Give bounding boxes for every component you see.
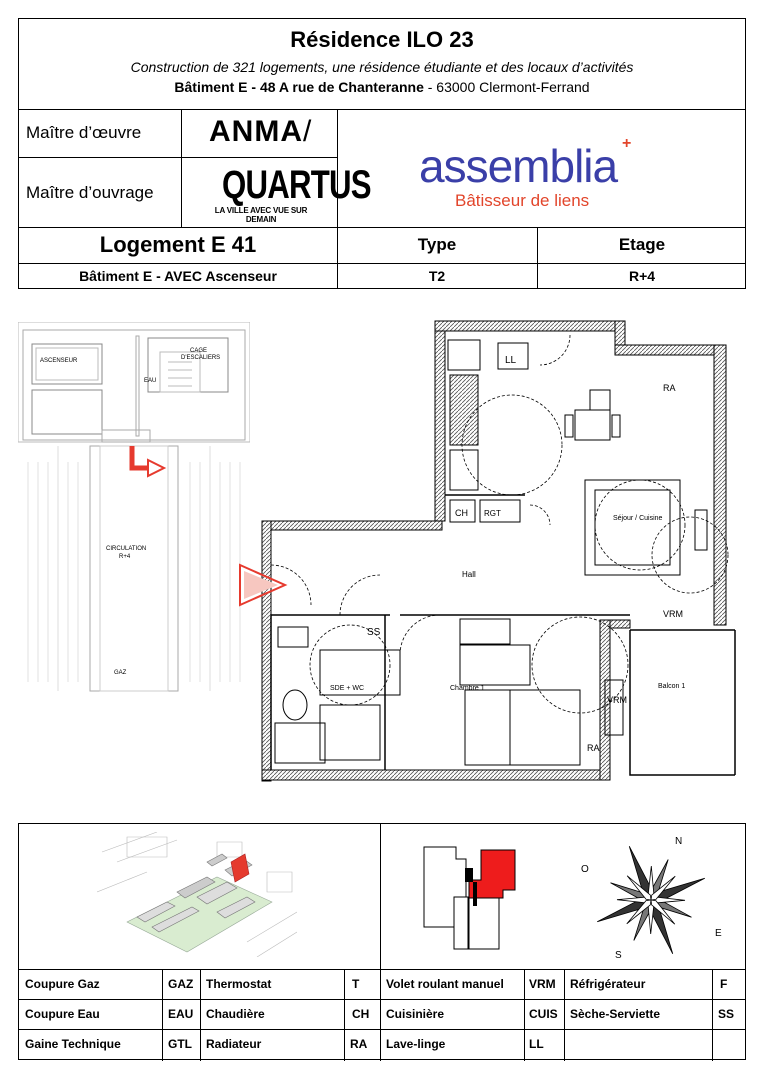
- sejour-label: Séjour / Cuisine: [613, 515, 663, 522]
- legend-code: RA: [350, 1037, 368, 1051]
- assemblia-logo: assemblia + Bâtisseur de liens: [419, 135, 632, 210]
- plus-icon: +: [622, 135, 632, 152]
- legend-label: Cuisinière: [386, 1007, 445, 1021]
- legend-label: Gaine Technique: [25, 1037, 121, 1051]
- legend-code: GAZ: [168, 977, 194, 991]
- legend-label: Chaudière: [206, 1007, 265, 1021]
- unit-name: Logement E 41: [99, 232, 257, 257]
- circulation-label: CIRCULATION: [106, 546, 147, 552]
- vrm-right-label: VRM: [663, 609, 683, 619]
- header-block: [18, 18, 746, 289]
- moa-label: Maître d’ouvrage: [26, 183, 154, 202]
- legend-label: Thermostat: [206, 977, 272, 991]
- radiator-label-top: RA: [663, 383, 676, 393]
- legend-code: CH: [352, 1007, 370, 1021]
- compass-n: N: [675, 836, 683, 847]
- stairs-label-2: D'ESCALIERS: [181, 355, 221, 361]
- compass-e: E: [715, 928, 722, 939]
- legend-label: Radiateur: [206, 1037, 262, 1051]
- gas-label: GAZ: [114, 670, 127, 676]
- balcon-label: Balcon 1: [658, 683, 686, 690]
- legend-code: CUIS: [529, 1007, 558, 1021]
- floor-value: R+4: [628, 268, 656, 284]
- legend-code: F: [720, 977, 728, 991]
- project-address: [19, 79, 745, 95]
- legend-code: SS: [718, 1007, 735, 1021]
- radiator-label-bottom: RA: [587, 743, 600, 753]
- legend-label: Sèche-Serviette: [570, 1007, 661, 1021]
- compass-s: S: [615, 950, 622, 961]
- circulation-floor: R+4: [119, 554, 131, 560]
- legend-label: Réfrigérateur: [570, 977, 646, 991]
- type-value: T2: [428, 268, 446, 284]
- legend-label: Volet roulant manuel: [386, 977, 504, 991]
- legend-label: Coupure Gaz: [25, 977, 100, 991]
- ll-label: LL: [505, 355, 517, 366]
- stairs-label-1: CAGE: [190, 348, 208, 354]
- address-city: - 63000 Clermont-Ferrand: [423, 79, 590, 95]
- boiler-label: CH: [455, 508, 468, 518]
- moe-label: Maître d’œuvre: [26, 123, 142, 142]
- quartus-logo: QUARTUS LA VILLE AVEC VUE SUR DEMAIN: [214, 163, 371, 224]
- floor-label: Etage: [618, 235, 666, 254]
- aerial-view-image: [97, 832, 297, 957]
- rgt-label: RGT: [484, 509, 501, 518]
- type-label: Type: [417, 235, 457, 254]
- project-title: Résidence ILO 23: [290, 27, 474, 52]
- address-building: Bâtiment E - 48 A rue de Chanteranne: [174, 79, 424, 95]
- compass-rose-icon: [579, 832, 729, 962]
- footer-block: [18, 823, 746, 1060]
- compass-o: O: [581, 864, 589, 875]
- hall-label: Hall: [462, 570, 476, 579]
- legend-code: VRM: [529, 977, 556, 991]
- ss-label: SS: [367, 627, 381, 638]
- water-label: EAU: [144, 378, 157, 384]
- legend-code: GTL: [168, 1037, 192, 1051]
- key-plan: [18, 322, 250, 692]
- sde-label: SDE + WC: [330, 685, 365, 692]
- elevator-label: ASCENSEUR: [40, 358, 78, 364]
- vrm-left-label: VRM: [607, 695, 627, 705]
- legend-label: Coupure Eau: [25, 1007, 100, 1021]
- project-subtitle: Construction de 321 logements, une résidence étudiante et des locaux d’activités: [130, 59, 634, 75]
- legend-code: EAU: [168, 1007, 194, 1021]
- anma-logo: ANMA/: [209, 115, 313, 148]
- legend-label: Lave-linge: [386, 1037, 446, 1051]
- legend-code: T: [352, 977, 360, 991]
- chambre-label: Chambre 1: [450, 685, 485, 692]
- unit-building: Bâtiment E - AVEC Ascenseur: [79, 268, 277, 284]
- building-location-plan: [419, 842, 523, 954]
- apartment-floor-plan: [230, 315, 750, 785]
- legend-code: LL: [529, 1037, 544, 1051]
